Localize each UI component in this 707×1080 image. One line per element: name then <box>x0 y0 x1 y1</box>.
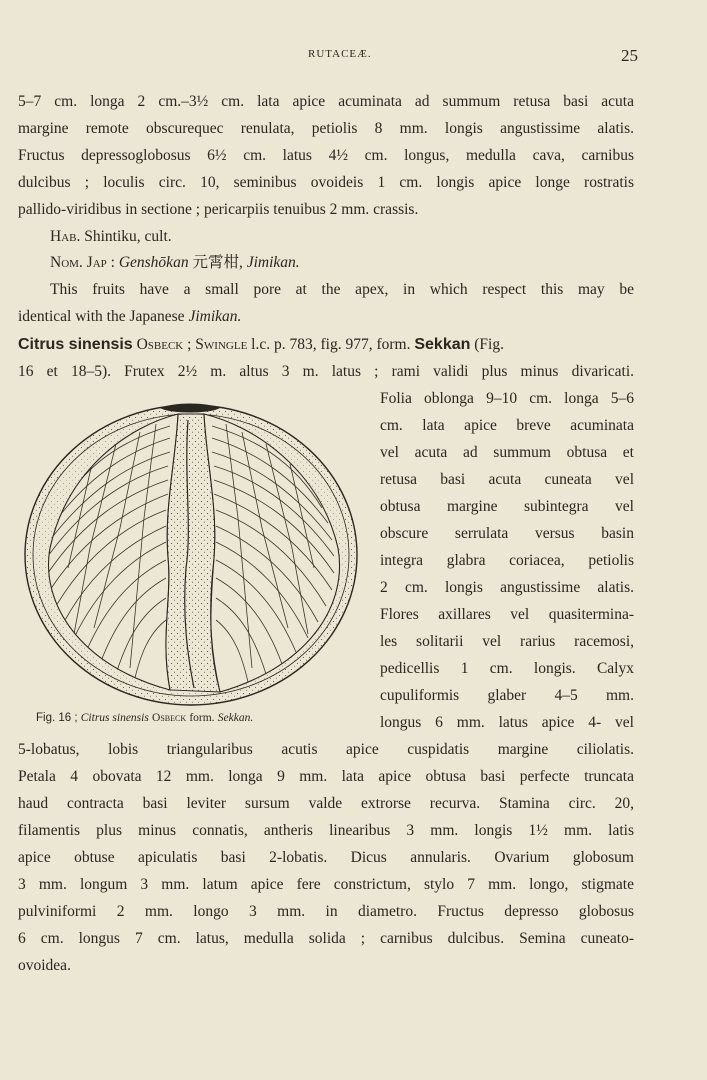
italic-term: Jimikan. <box>188 308 242 325</box>
side-text-line: retusa basi acuta cuneata vel <box>380 471 634 488</box>
text-line: pulviniformi 2 mm. longo 3 mm. in diametro. Fructus depresso globosus <box>18 903 634 920</box>
habitat-text: Shintiku, cult. <box>80 228 172 245</box>
text-line: This fruits have a small pore at the apex, in which respect this may be <box>50 281 634 298</box>
text-line: 3 mm. longum 3 mm. latum apice fere constrictum, stylo 7 mm. longo, stigmate <box>18 876 634 893</box>
reference: l.c. p. 783, fig. 977, form. <box>247 336 415 353</box>
text-line: identical with the Japanese Jimikan. <box>18 308 242 325</box>
page-number: 25 <box>621 46 638 65</box>
side-text-line: longus 6 mm. latus apice 4- vel <box>380 714 634 731</box>
side-text-line: cupuliformis glaber 4–5 mm. <box>380 687 634 704</box>
text-line: haud contracta basi leviter sursum valde extrorse recurva. Stamina circ. 20, <box>18 795 634 812</box>
alternate-name: Jimikan. <box>246 254 300 271</box>
text-line: 5–7 cm. longa 2 cm.–3½ cm. lata apice acuminata ad summum retusa basi acuta <box>18 93 634 110</box>
form-name: Sekkan <box>414 336 471 353</box>
text-line: pallido-viridibus in sectione ; pericarpiis tenuibus 2 mm. crassis. <box>18 201 419 218</box>
species-heading: Citrus sinensis Osbeck ; Swingle l.c. p. 783, fig. 977, form. Sekkan (Fig. <box>18 336 504 353</box>
side-text-line: 2 cm. longis angustissime alatis. <box>380 579 634 596</box>
text-line: 16 et 18–5). Frutex 2½ m. altus 3 m. latus ; rami validi plus minus divaricati. <box>18 363 634 380</box>
side-text-line: Folia oblonga 9–10 cm. longa 5–6 <box>380 390 634 407</box>
text-line: 5-lobatus, lobis triangularibus acutis apice cuspidatis margine ciliolatis. <box>18 741 634 758</box>
running-title: RUTACEÆ. <box>308 48 372 60</box>
text-line: Petala 4 obovata 12 mm. longa 9 mm. lata apice obtusa basi perfecte truncata <box>18 768 634 785</box>
caption-species: Citrus sinensis <box>80 712 149 724</box>
side-text-line: Flores axillares vel quasitermina- <box>380 606 634 623</box>
side-text-line: obscure serrulata versus basin <box>380 525 634 542</box>
habitat-line <box>50 227 172 247</box>
figure-caption: Fig. 16 ; Citrus sinensis Osbeck form. Sekkan. <box>36 712 254 724</box>
kanji-name: 元霄柑 <box>192 254 239 271</box>
habitat-label: Hab. <box>50 228 81 245</box>
text-line: margine remote obscurequec renulata, petiolis 8 mm. longis angustissime alatis. <box>18 120 634 137</box>
nomenclature-line: Nom. Jap : Genshōkan 元霄柑, Jimikan. <box>50 254 300 271</box>
side-text-line: obtusa margine subintegra vel <box>380 498 634 515</box>
caption-form-name: Sekkan. <box>217 712 254 724</box>
text-line: Fructus depressoglobosus 6½ cm. latus 4½ cm. longus, medulla cava, carnibus <box>18 147 634 164</box>
side-text-line: vel acuta ad summum obtusa et <box>380 444 634 461</box>
side-text-line: pedicellis 1 cm. longis. Calyx <box>380 660 634 677</box>
species-name: Citrus sinensis <box>18 336 133 353</box>
side-text-line: integra glabra coriacea, petiolis <box>380 552 634 569</box>
citrus-cross-section-figure <box>20 398 362 710</box>
side-text-line: les solitarii vel rarius racemosi, <box>380 633 634 650</box>
caption-author: Osbeck <box>152 712 187 724</box>
reference-author: Swingle <box>195 336 248 353</box>
text-line: filamentis plus minus connatis, antheris linearibus 3 mm. longis 1½ mm. latis <box>18 822 634 839</box>
text-line: 6 cm. longus 7 cm. latus, medulla solida ; carnibus dulcibus. Semina cuneato- <box>18 930 634 947</box>
species-author: Osbeck <box>136 336 184 353</box>
side-text-line: cm. lata apice breve acuminata <box>380 417 634 434</box>
figure-number: Fig. 16 ; <box>36 712 78 724</box>
japanese-name: Genshōkan <box>118 254 189 271</box>
page-header <box>18 46 637 68</box>
text-line: dulcibus ; loculis circ. 10, seminibus ovoideis 1 cm. longis apice longe rostratis <box>18 174 634 191</box>
nomenclature-label: Nom. Jap : <box>50 254 115 271</box>
text-line: apice obtuse apiculatis basi 2-lobatis. Dicus annularis. Ovarium globosum <box>18 849 634 866</box>
text-line: ovoidea. <box>18 957 71 974</box>
